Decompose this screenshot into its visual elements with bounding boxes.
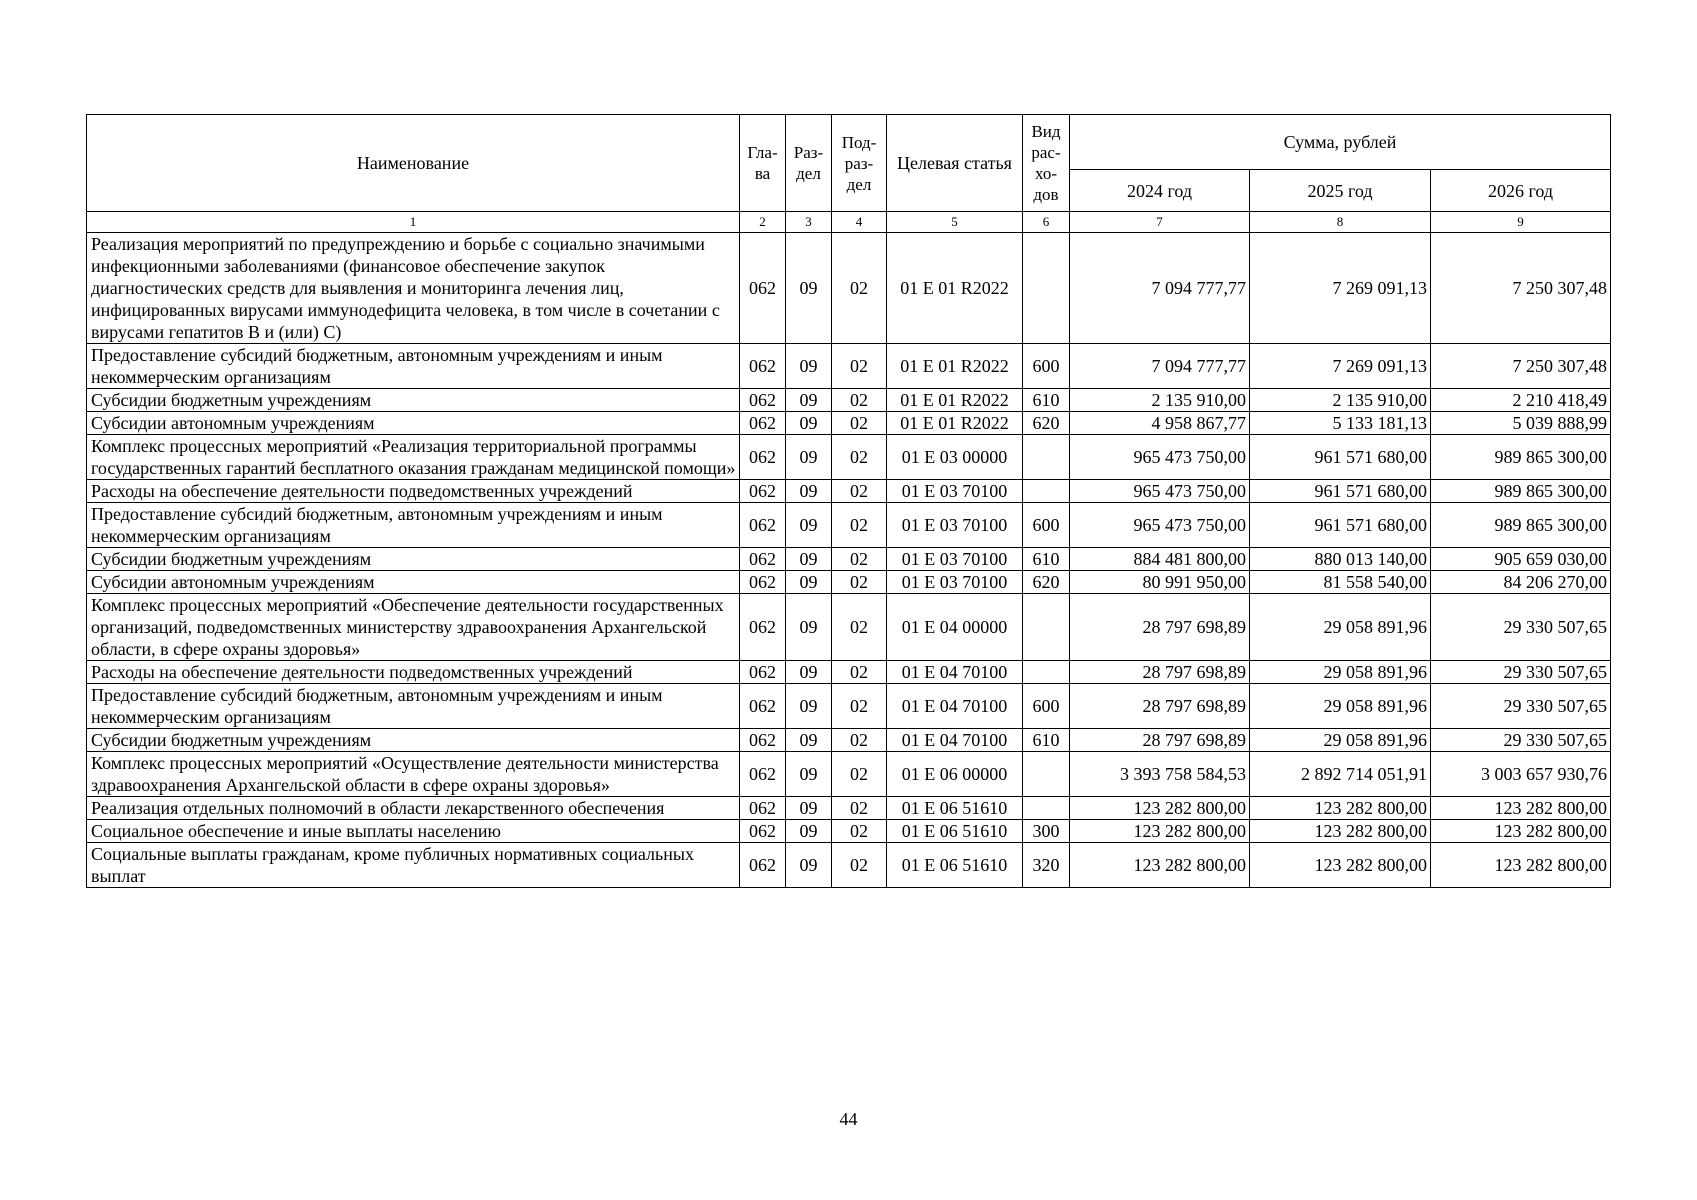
row-amount-2024: 123 282 800,00 xyxy=(1070,843,1250,888)
row-expense-type: 620 xyxy=(1023,412,1070,435)
column-number: 1 xyxy=(87,212,740,233)
row-expense-type xyxy=(1023,480,1070,503)
row-target-article: 01 Е 01 R2022 xyxy=(887,412,1023,435)
row-amount-2024: 4 958 867,77 xyxy=(1070,412,1250,435)
table-row xyxy=(87,548,1611,571)
row-chapter: 062 xyxy=(740,435,786,480)
row-name: Субсидии бюджетным учреждениям xyxy=(87,548,740,571)
row-amount-2026: 29 330 507,65 xyxy=(1431,594,1611,661)
row-amount-2024: 965 473 750,00 xyxy=(1070,503,1250,548)
row-target-article: 01 Е 04 00000 xyxy=(887,594,1023,661)
row-subsection: 02 xyxy=(832,684,887,729)
row-amount-2025: 29 058 891,96 xyxy=(1250,594,1431,661)
row-target-article: 01 Е 01 R2022 xyxy=(887,233,1023,344)
row-amount-2025: 961 571 680,00 xyxy=(1250,480,1431,503)
row-chapter: 062 xyxy=(740,797,786,820)
row-amount-2024: 123 282 800,00 xyxy=(1070,797,1250,820)
row-amount-2025: 29 058 891,96 xyxy=(1250,684,1431,729)
header-subsection xyxy=(832,115,887,212)
table-header xyxy=(87,115,1611,233)
header-expense-type-label: Вид рас-хо-дов xyxy=(1031,122,1061,204)
row-subsection: 02 xyxy=(832,752,887,797)
row-subsection: 02 xyxy=(832,503,887,548)
row-target-article: 01 Е 03 00000 xyxy=(887,435,1023,480)
row-name: Субсидии бюджетным учреждениям xyxy=(87,389,740,412)
column-number: 4 xyxy=(832,212,887,233)
row-expense-type xyxy=(1023,594,1070,661)
row-section: 09 xyxy=(786,389,832,412)
page-number: 44 xyxy=(839,1109,858,1129)
row-target-article: 01 Е 04 70100 xyxy=(887,729,1023,752)
row-expense-type: 610 xyxy=(1023,729,1070,752)
row-section: 09 xyxy=(786,435,832,480)
row-expense-type xyxy=(1023,797,1070,820)
row-expense-type: 300 xyxy=(1023,820,1070,843)
table-row xyxy=(87,661,1611,684)
row-expense-type: 620 xyxy=(1023,571,1070,594)
row-amount-2024: 7 094 777,77 xyxy=(1070,344,1250,389)
header-section-label: Раз-дел xyxy=(793,143,824,183)
table-row xyxy=(87,412,1611,435)
row-amount-2025: 880 013 140,00 xyxy=(1250,548,1431,571)
row-amount-2025: 961 571 680,00 xyxy=(1250,435,1431,480)
row-target-article: 01 Е 04 70100 xyxy=(887,684,1023,729)
row-expense-type: 600 xyxy=(1023,503,1070,548)
row-amount-2025: 7 269 091,13 xyxy=(1250,233,1431,344)
row-section: 09 xyxy=(786,729,832,752)
row-amount-2025: 123 282 800,00 xyxy=(1250,843,1431,888)
row-name: Комплекс процессных мероприятий «Осуществление деятельности министерства здравоохранения Архангельской области в сфере охраны здоровья» xyxy=(87,752,740,797)
row-subsection: 02 xyxy=(832,435,887,480)
header-subsection-label: Под-раз-дел xyxy=(841,132,877,194)
row-amount-2024: 965 473 750,00 xyxy=(1070,480,1250,503)
row-amount-2026: 905 659 030,00 xyxy=(1431,548,1611,571)
row-amount-2026: 5 039 888,99 xyxy=(1431,412,1611,435)
row-target-article: 01 Е 06 00000 xyxy=(887,752,1023,797)
row-expense-type: 600 xyxy=(1023,344,1070,389)
row-chapter: 062 xyxy=(740,729,786,752)
row-amount-2026: 123 282 800,00 xyxy=(1431,820,1611,843)
column-number: 8 xyxy=(1250,212,1431,233)
row-target-article: 01 Е 01 R2022 xyxy=(887,344,1023,389)
row-amount-2024: 80 991 950,00 xyxy=(1070,571,1250,594)
row-amount-2026: 2 210 418,49 xyxy=(1431,389,1611,412)
row-chapter: 062 xyxy=(740,752,786,797)
row-amount-2026: 3 003 657 930,76 xyxy=(1431,752,1611,797)
row-amount-2026: 7 250 307,48 xyxy=(1431,344,1611,389)
row-amount-2025: 2 135 910,00 xyxy=(1250,389,1431,412)
row-amount-2024: 3 393 758 584,53 xyxy=(1070,752,1250,797)
row-expense-type xyxy=(1023,435,1070,480)
row-target-article: 01 Е 03 70100 xyxy=(887,571,1023,594)
row-target-article: 01 Е 03 70100 xyxy=(887,503,1023,548)
row-amount-2026: 123 282 800,00 xyxy=(1431,797,1611,820)
row-name: Расходы на обеспечение деятельности подведомственных учреждений xyxy=(87,661,740,684)
row-subsection: 02 xyxy=(832,571,887,594)
row-target-article: 01 Е 03 70100 xyxy=(887,548,1023,571)
row-name: Субсидии автономным учреждениям xyxy=(87,571,740,594)
row-amount-2025: 29 058 891,96 xyxy=(1250,661,1431,684)
header-section xyxy=(786,115,832,212)
row-section: 09 xyxy=(786,843,832,888)
table-row xyxy=(87,594,1611,661)
row-chapter: 062 xyxy=(740,661,786,684)
row-chapter: 062 xyxy=(740,820,786,843)
row-name: Реализация отдельных полномочий в области лекарственного обеспечения xyxy=(87,797,740,820)
row-amount-2024: 7 094 777,77 xyxy=(1070,233,1250,344)
header-chapter xyxy=(740,115,786,212)
row-subsection: 02 xyxy=(832,797,887,820)
row-target-article: 01 Е 06 51610 xyxy=(887,820,1023,843)
row-section: 09 xyxy=(786,752,832,797)
row-target-article: 01 Е 06 51610 xyxy=(887,843,1023,888)
row-chapter: 062 xyxy=(740,548,786,571)
row-amount-2024: 28 797 698,89 xyxy=(1070,661,1250,684)
row-chapter: 062 xyxy=(740,571,786,594)
row-amount-2026: 29 330 507,65 xyxy=(1431,684,1611,729)
row-subsection: 02 xyxy=(832,412,887,435)
table-row xyxy=(87,480,1611,503)
row-amount-2026: 989 865 300,00 xyxy=(1431,480,1611,503)
header-year-2025: 2025 год xyxy=(1250,170,1431,212)
row-section: 09 xyxy=(786,820,832,843)
row-subsection: 02 xyxy=(832,661,887,684)
column-number-row xyxy=(87,212,1611,233)
row-name: Субсидии бюджетным учреждениям xyxy=(87,729,740,752)
column-number: 6 xyxy=(1023,212,1070,233)
row-chapter: 062 xyxy=(740,480,786,503)
row-expense-type xyxy=(1023,233,1070,344)
row-amount-2026: 84 206 270,00 xyxy=(1431,571,1611,594)
row-expense-type: 610 xyxy=(1023,389,1070,412)
row-name: Предоставление субсидий бюджетным, автономным учреждениям и иным некоммерческим организациям xyxy=(87,503,740,548)
row-section: 09 xyxy=(786,548,832,571)
column-number: 9 xyxy=(1431,212,1611,233)
row-name: Комплекс процессных мероприятий «Обеспечение деятельности государственных организаций, подведомственных министерству здравоохранения Архангельской области, в сфере охраны здоровья» xyxy=(87,594,740,661)
table-body xyxy=(87,233,1611,888)
row-subsection: 02 xyxy=(832,548,887,571)
row-section: 09 xyxy=(786,233,832,344)
row-amount-2024: 884 481 800,00 xyxy=(1070,548,1250,571)
row-amount-2026: 7 250 307,48 xyxy=(1431,233,1611,344)
header-expense-type xyxy=(1023,115,1070,212)
row-subsection: 02 xyxy=(832,389,887,412)
header-sum: Сумма, рублей xyxy=(1070,115,1611,170)
table-row xyxy=(87,571,1611,594)
row-name: Социальные выплаты гражданам, кроме публичных нормативных социальных выплат xyxy=(87,843,740,888)
row-chapter: 062 xyxy=(740,503,786,548)
column-number: 2 xyxy=(740,212,786,233)
row-amount-2024: 123 282 800,00 xyxy=(1070,820,1250,843)
table-row xyxy=(87,503,1611,548)
column-number: 7 xyxy=(1070,212,1250,233)
table-row xyxy=(87,843,1611,888)
header-year-2026: 2026 год xyxy=(1431,170,1611,212)
row-expense-type xyxy=(1023,752,1070,797)
row-chapter: 062 xyxy=(740,344,786,389)
row-name: Реализация мероприятий по предупреждению и борьбе с социально значимыми инфекционными заболеваниями (финансовое обеспечение закупок диагностических средств для выявления и мониторинга лечения лиц, инфицированных вирусами иммунодефицита человека, в том числе в сочетании с вирусами гепатитов B и (или) C) xyxy=(87,233,740,344)
row-section: 09 xyxy=(786,661,832,684)
table-row xyxy=(87,389,1611,412)
row-section: 09 xyxy=(786,684,832,729)
header-chapter-label: Гла-ва xyxy=(747,143,778,183)
row-amount-2024: 28 797 698,89 xyxy=(1070,684,1250,729)
row-target-article: 01 Е 06 51610 xyxy=(887,797,1023,820)
header-name: Наименование xyxy=(87,115,740,212)
row-subsection: 02 xyxy=(832,480,887,503)
row-subsection: 02 xyxy=(832,594,887,661)
table-row xyxy=(87,752,1611,797)
row-expense-type: 610 xyxy=(1023,548,1070,571)
row-section: 09 xyxy=(786,503,832,548)
row-amount-2025: 123 282 800,00 xyxy=(1250,820,1431,843)
row-subsection: 02 xyxy=(832,820,887,843)
table-row xyxy=(87,729,1611,752)
column-number: 3 xyxy=(786,212,832,233)
row-amount-2024: 965 473 750,00 xyxy=(1070,435,1250,480)
row-amount-2025: 2 892 714 051,91 xyxy=(1250,752,1431,797)
row-section: 09 xyxy=(786,344,832,389)
row-amount-2026: 123 282 800,00 xyxy=(1431,843,1611,888)
row-chapter: 062 xyxy=(740,412,786,435)
row-section: 09 xyxy=(786,412,832,435)
row-subsection: 02 xyxy=(832,233,887,344)
table-row xyxy=(87,435,1611,480)
row-amount-2024: 2 135 910,00 xyxy=(1070,389,1250,412)
row-target-article: 01 Е 03 70100 xyxy=(887,480,1023,503)
row-target-article: 01 Е 01 R2022 xyxy=(887,389,1023,412)
row-chapter: 062 xyxy=(740,389,786,412)
row-section: 09 xyxy=(786,594,832,661)
row-chapter: 062 xyxy=(740,594,786,661)
row-expense-type xyxy=(1023,661,1070,684)
row-amount-2024: 28 797 698,89 xyxy=(1070,594,1250,661)
table-row xyxy=(87,820,1611,843)
table-row xyxy=(87,684,1611,729)
row-amount-2025: 5 133 181,13 xyxy=(1250,412,1431,435)
row-subsection: 02 xyxy=(832,843,887,888)
row-amount-2025: 81 558 540,00 xyxy=(1250,571,1431,594)
row-name: Расходы на обеспечение деятельности подведомственных учреждений xyxy=(87,480,740,503)
row-name: Предоставление субсидий бюджетным, автономным учреждениям и иным некоммерческим организациям xyxy=(87,684,740,729)
row-amount-2025: 7 269 091,13 xyxy=(1250,344,1431,389)
header-year-2024: 2024 год xyxy=(1070,170,1250,212)
row-section: 09 xyxy=(786,571,832,594)
row-amount-2026: 29 330 507,65 xyxy=(1431,729,1611,752)
row-expense-type: 600 xyxy=(1023,684,1070,729)
row-name: Предоставление субсидий бюджетным, автономным учреждениям и иным некоммерческим организациям xyxy=(87,344,740,389)
table-row xyxy=(87,344,1611,389)
table-row xyxy=(87,233,1611,344)
header-target-article: Целевая статья xyxy=(887,115,1023,212)
row-subsection: 02 xyxy=(832,344,887,389)
column-number: 5 xyxy=(887,212,1023,233)
row-chapter: 062 xyxy=(740,233,786,344)
row-amount-2025: 961 571 680,00 xyxy=(1250,503,1431,548)
row-section: 09 xyxy=(786,797,832,820)
row-name: Комплекс процессных мероприятий «Реализация территориальной программы государственных гарантий бесплатного оказания гражданам медицинской помощи» xyxy=(87,435,740,480)
row-chapter: 062 xyxy=(740,843,786,888)
row-section: 09 xyxy=(786,480,832,503)
row-amount-2025: 123 282 800,00 xyxy=(1250,797,1431,820)
row-name: Социальное обеспечение и иные выплаты населению xyxy=(87,820,740,843)
row-amount-2025: 29 058 891,96 xyxy=(1250,729,1431,752)
row-subsection: 02 xyxy=(832,729,887,752)
row-amount-2026: 989 865 300,00 xyxy=(1431,503,1611,548)
row-amount-2026: 989 865 300,00 xyxy=(1431,435,1611,480)
row-expense-type: 320 xyxy=(1023,843,1070,888)
row-chapter: 062 xyxy=(740,684,786,729)
row-target-article: 01 Е 04 70100 xyxy=(887,661,1023,684)
budget-table xyxy=(86,114,1611,888)
row-amount-2026: 29 330 507,65 xyxy=(1431,661,1611,684)
row-name: Субсидии автономным учреждениям xyxy=(87,412,740,435)
table-row xyxy=(87,797,1611,820)
row-amount-2024: 28 797 698,89 xyxy=(1070,729,1250,752)
